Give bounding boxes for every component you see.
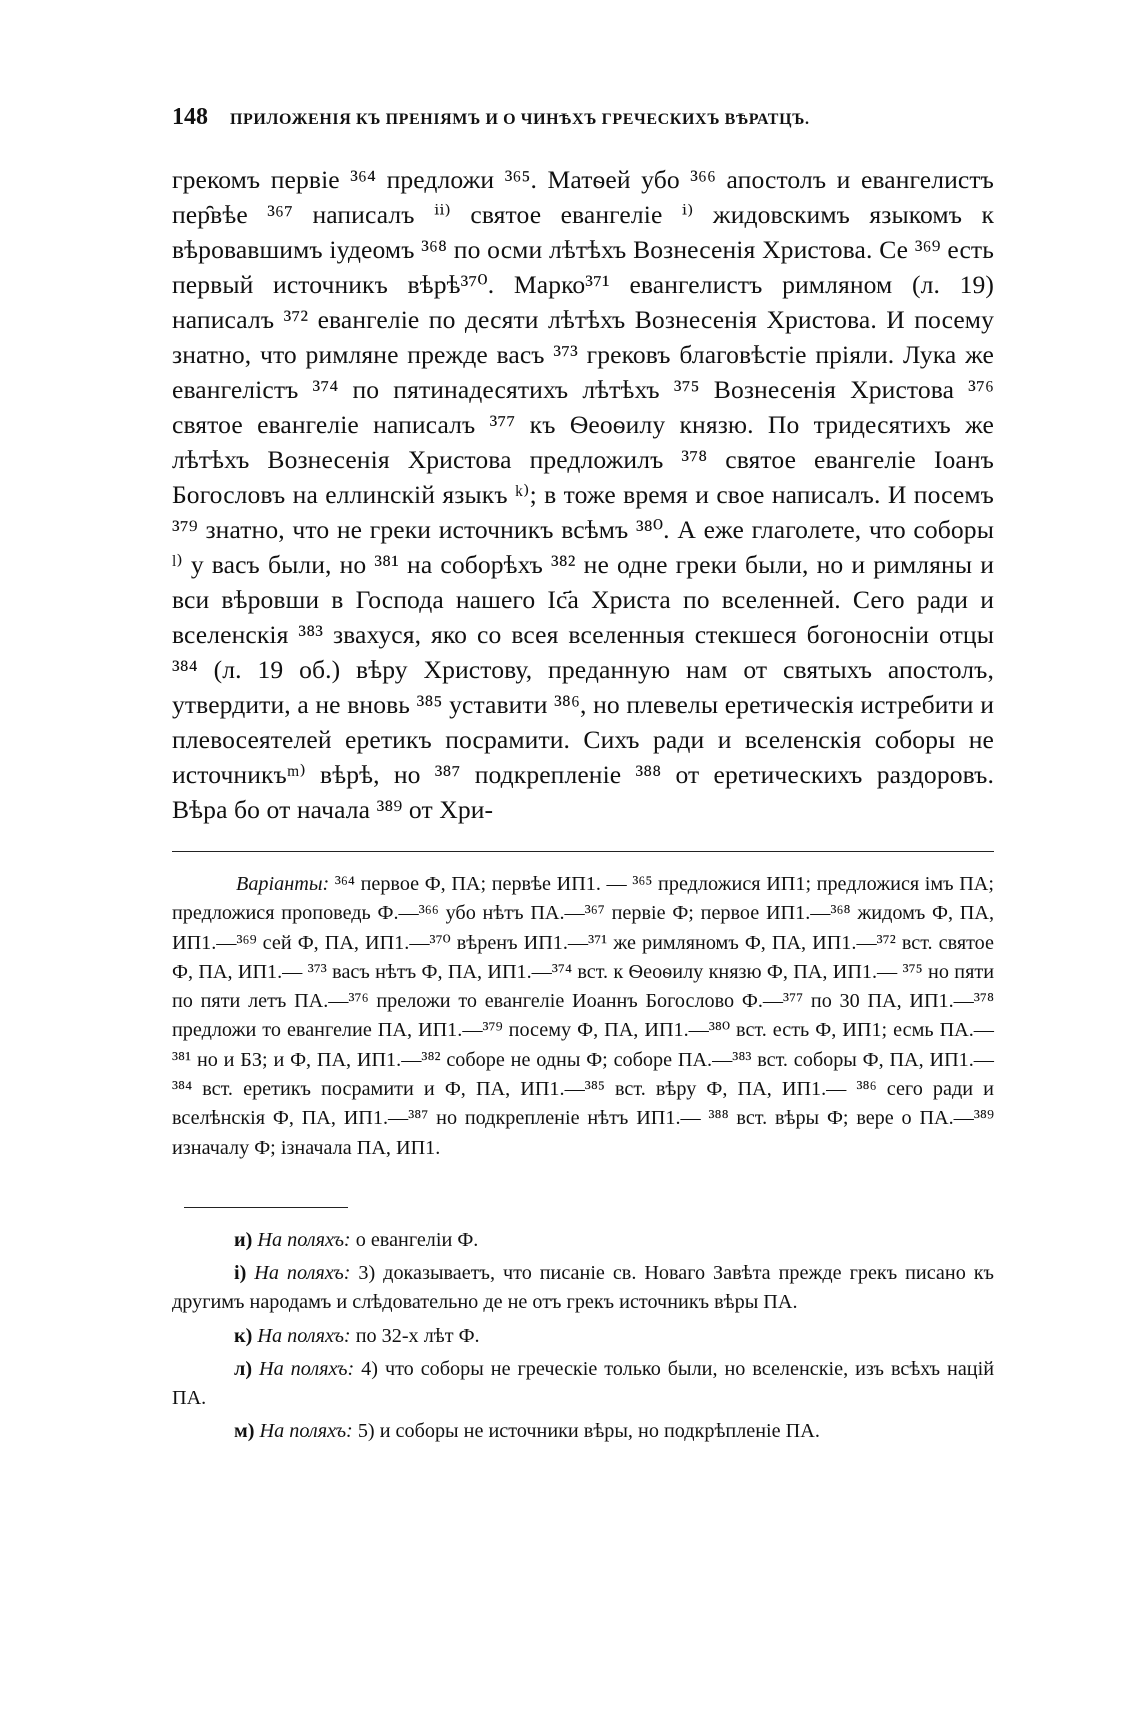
footnote-text: по 32-х лѣт Ф. xyxy=(355,1324,480,1347)
variants-apparatus xyxy=(172,870,994,1163)
page-content xyxy=(172,104,994,1450)
footnote-label: На поляхъ: xyxy=(257,1324,351,1347)
divider-rule xyxy=(172,851,994,852)
footnote xyxy=(172,1259,994,1317)
footnote xyxy=(172,1417,994,1446)
footnote-mark: м) xyxy=(234,1420,255,1443)
footnote-text: о евангеліи Ф. xyxy=(355,1228,479,1251)
footnote-text: 3) доказываетъ, что писаніе св. Новаго Завѣта прежде грекъ писано къ другимъ народамъ и слѣдовательно де не отъ грекъ источникъ вѣры ПА. xyxy=(172,1262,994,1314)
main-paragraph: грекомъ первіе ³⁶⁴ предложи ³⁶⁵. Матѳей убо ³⁶⁶ апостолъ и евангелистъ пер̑вѣе ³⁶⁷ написалъ ⁱⁱ⁾ святое евангеліе ⁱ⁾ жидовскимъ языкомъ к вѣровавшимъ іудеомъ ³⁶⁸ по осми лѣтѣхъ Вознесенія Христова. Се ³⁶⁹ есть первый источникъ вѣрѣ³⁷⁰. Марко³⁷¹ евангелистъ римляном (л. 19) написалъ ³⁷² евангеліе по десяти лѣтѣхъ Вознесенія Христова. И посему знатно, что римляне прежде васъ ³⁷³ грековъ благовѣстіе пріяли. Лука же евангелістъ ³⁷⁴ по пятинадесятихъ лѣтѣхъ ³⁷⁵ Вознесенія Христова ³⁷⁶ святое евангеліе написалъ ³⁷⁷ къ Ѳеоѳилу князю. По тридесятихъ же лѣтѣхъ Вознесенія Христова предложилъ ³⁷⁸ святое евангеліе Іоанъ Богословъ на еллинскій языкъ ᵏ⁾; в тоже время и свое написалъ. И посемъ ³⁷⁹ знатно, что не греки источникъ всѣмъ ³⁸⁰. А еже глаголете, что соборы ˡ⁾ у васъ были, но ³⁸¹ на соборѣхъ ³⁸² не одне греки были, но и римляны и вси вѣровши в Господа нашего Іс҃а Христа по вселенней. Сего ради и вселенскія ³⁸³ звахуся, яко со всея вселенныя стекшеся богоносніи отцы ³⁸⁴ (л. 19 об.) вѣру Христову, преданную нам от святыхъ апостолъ, утвердити, а не вновь ³⁸⁵ уставити ³⁸⁶, но плевелы еретическія истребити и плевосеятелей еретикъ посрамити. Сихъ ради и вселенскія соборы не источникъᵐ⁾ вѣрѣ, но ³⁸⁷ подкрепленіе ³⁸⁸ от еретическихъ раздоровъ. Вѣра бо от начала ³⁸⁹ от Хри- xyxy=(172,165,994,824)
footnote-label: На поляхъ: xyxy=(259,1357,355,1380)
footnote-mark: л) xyxy=(234,1357,253,1380)
page-header xyxy=(172,104,994,146)
footnote xyxy=(172,1322,994,1351)
footnote-mark: к) xyxy=(234,1324,253,1347)
page-number: 148 xyxy=(172,104,208,130)
footnote-mark: и) xyxy=(234,1228,253,1251)
footnote-text: 5) и соборы не источники вѣры, но подкрѣпленіе ПА. xyxy=(357,1420,820,1443)
footnote xyxy=(172,1355,994,1413)
footnote-text: 4) что соборы не греческіе только были, но вселенскіе, изъ всѣхъ націй ПА. xyxy=(172,1357,994,1409)
footnote-label: На поляхъ: xyxy=(259,1420,353,1443)
main-text xyxy=(172,162,994,827)
footnote-label: На поляхъ: xyxy=(254,1262,351,1285)
variants-text: ³⁶⁴ первое Ф, ПА; первѣе ИП1. — ³⁶⁵ предложися ИП1; предложися імъ ПА; предложися проповедь Ф.—³⁶⁶ убо нѣтъ ПА.—³⁶⁷ первіе Ф; первое ИП1.—³⁶⁸ жидомъ Ф, ПА, ИП1.—³⁶⁹ сей Ф, ПА, ИП1.—³⁷⁰ вѣренъ ИП1.—³⁷¹ же римляномъ Ф, ПА, ИП1.—³⁷² вст. святое Ф, ПА, ИП1.— ³⁷³ васъ нѣтъ Ф, ПА, ИП1.—³⁷⁴ вст. к Ѳеоѳилу князю Ф, ПА, ИП1.— ³⁷⁵ но пяти по пяти летъ ПА.—³⁷⁶ преложи то евангеліе Иоаннъ Богослово Ф.—³⁷⁷ по 30 ПА, ИП1.—³⁷⁸ предложи то евангелие ПА, ИП1.—³⁷⁹ посему Ф, ПА, ИП1.—³⁸⁰ вст. есть Ф, ИП1; есмь ПА.—³⁸¹ но и БЗ; и Ф, ПА, ИП1.—³⁸² соборе не одны Ф; соборе ПА.—³⁸³ вст. соборы Ф, ПА, ИП1.— ³⁸⁴ вст. еретикъ посрамити и Ф, ПА, ИП1.—³⁸⁵ вст. вѣру Ф, ПА, ИП1.— ³⁸⁶ сего ради и вселѣнскія Ф, ПА, ИП1.—³⁸⁷ но подкрепленіе нѣтъ ИП1.— ³⁸⁸ вст. вѣры Ф; вере о ПА.—³⁸⁹ изначалу Ф; ізначала ПА, ИП1. xyxy=(172,873,994,1159)
footnote-label: На поляхъ: xyxy=(257,1228,351,1251)
footnote xyxy=(172,1226,994,1255)
variants-label: Варіанты: xyxy=(236,873,330,895)
footnote-mark: і) xyxy=(234,1262,247,1285)
footnote-rule xyxy=(184,1207,348,1208)
footnotes xyxy=(172,1226,994,1446)
running-title: ПРИЛОЖЕНІЯ КЪ ПРЕНІЯМЪ И О ЧИНѢХЪ ГРЕЧЕСКИХЪ ВѢРАТЦЪ. xyxy=(230,111,810,128)
